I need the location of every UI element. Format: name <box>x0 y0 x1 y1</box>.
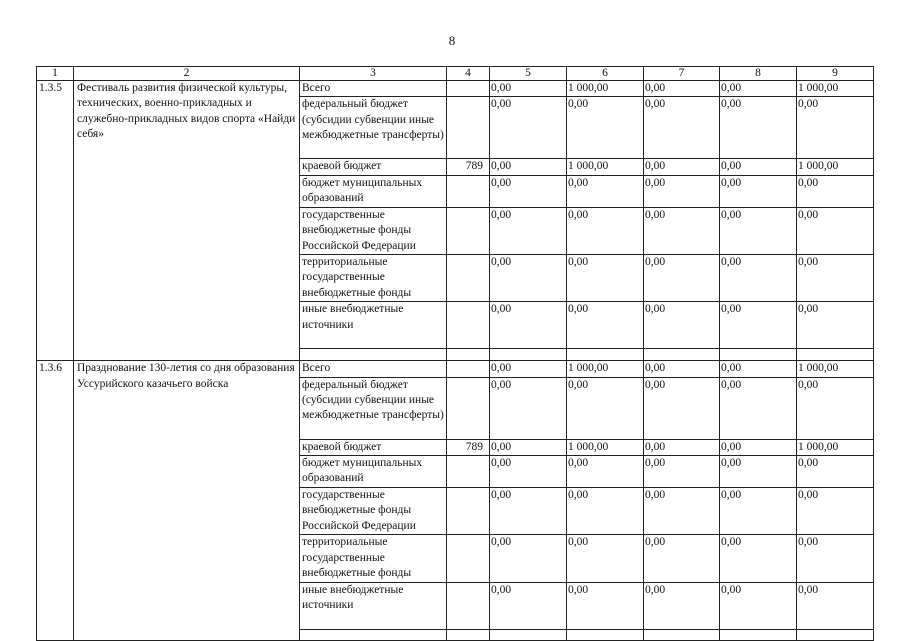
value-cell-7: 0,00 <box>644 207 720 254</box>
funding-source-cell: государственные внебюджетные фонды Российской Федерации <box>300 488 447 535</box>
value-cell-9: 0,00 <box>797 97 874 159</box>
value-cell-6: 1 000,00 <box>567 81 644 97</box>
value-cell-5: 0,00 <box>490 361 567 377</box>
value-cell-9: 0,00 <box>797 377 874 439</box>
funding-source-cell: федеральный бюджет (субсидии субвенции иные межбюджетные трансферты) <box>300 97 447 159</box>
value-cell-7: 0,00 <box>644 81 720 97</box>
value-cell-5: 0,00 <box>490 377 567 439</box>
value-cell-5: 0,00 <box>490 535 567 582</box>
value-cell-8: 0,00 <box>720 81 797 97</box>
budget-table-container <box>36 66 874 641</box>
column-number: 2 <box>74 67 300 81</box>
code-cell: 789 <box>447 439 490 455</box>
value-cell-9: 0,00 <box>797 456 874 488</box>
value-cell-9: 0,00 <box>797 175 874 207</box>
funding-source-cell: Всего <box>300 361 447 377</box>
table-row <box>37 81 874 97</box>
funding-source-cell: Всего <box>300 81 447 97</box>
code-cell <box>447 175 490 207</box>
column-number: 5 <box>490 67 567 81</box>
value-cell-5: 0,00 <box>490 97 567 159</box>
table-row <box>37 361 874 377</box>
value-cell-5: 0,00 <box>490 302 567 349</box>
code-cell <box>447 207 490 254</box>
column-number: 6 <box>567 67 644 81</box>
value-cell-9: 0,00 <box>797 582 874 629</box>
spacer-cell <box>644 349 720 361</box>
value-cell-8: 0,00 <box>720 535 797 582</box>
code-cell <box>447 255 490 302</box>
value-cell-9: 0,00 <box>797 255 874 302</box>
spacer-cell <box>797 349 874 361</box>
value-cell-6: 1 000,00 <box>567 159 644 175</box>
value-cell-7: 0,00 <box>644 302 720 349</box>
code-cell <box>447 97 490 159</box>
value-cell-7: 0,00 <box>644 582 720 629</box>
value-cell-7: 0,00 <box>644 159 720 175</box>
code-cell <box>447 377 490 439</box>
value-cell-5: 0,00 <box>490 255 567 302</box>
value-cell-9: 1 000,00 <box>797 81 874 97</box>
value-cell-9: 1 000,00 <box>797 159 874 175</box>
funding-source-cell: краевой бюджет <box>300 439 447 455</box>
value-cell-6: 0,00 <box>567 535 644 582</box>
value-cell-6: 0,00 <box>567 175 644 207</box>
value-cell-6: 0,00 <box>567 377 644 439</box>
spacer-cell <box>300 349 447 361</box>
page-number: 8 <box>448 33 456 48</box>
value-cell-8: 0,00 <box>720 175 797 207</box>
value-cell-7: 0,00 <box>644 377 720 439</box>
funding-source-cell: краевой бюджет <box>300 159 447 175</box>
item-title: Празднование 130-летия со дня образования Уссурийского казачьего войска <box>74 361 300 640</box>
value-cell-5: 0,00 <box>490 439 567 455</box>
code-cell: 789 <box>447 159 490 175</box>
value-cell-6: 0,00 <box>567 255 644 302</box>
value-cell-6: 0,00 <box>567 97 644 159</box>
value-cell-9: 0,00 <box>797 535 874 582</box>
value-cell-5: 0,00 <box>490 488 567 535</box>
value-cell-8: 0,00 <box>720 302 797 349</box>
budget-table <box>36 66 874 641</box>
value-cell-6: 0,00 <box>567 207 644 254</box>
value-cell-7: 0,00 <box>644 361 720 377</box>
column-number-row <box>37 67 874 81</box>
value-cell-8: 0,00 <box>720 439 797 455</box>
value-cell-6: 0,00 <box>567 582 644 629</box>
value-cell-5: 0,00 <box>490 159 567 175</box>
code-cell <box>447 535 490 582</box>
code-cell <box>447 361 490 377</box>
value-cell-7: 0,00 <box>644 456 720 488</box>
value-cell-9: 1 000,00 <box>797 361 874 377</box>
value-cell-7: 0,00 <box>644 97 720 159</box>
value-cell-8: 0,00 <box>720 488 797 535</box>
value-cell-9: 1 000,00 <box>797 439 874 455</box>
value-cell-5: 0,00 <box>490 456 567 488</box>
value-cell-8: 0,00 <box>720 97 797 159</box>
code-cell <box>447 488 490 535</box>
value-cell-5: 0,00 <box>490 175 567 207</box>
value-cell-5: 0,00 <box>490 582 567 629</box>
funding-source-cell: иные внебюджетные источники <box>300 302 447 349</box>
funding-source-cell: иные внебюджетные источники <box>300 582 447 629</box>
table-body <box>37 81 874 641</box>
value-cell-8: 0,00 <box>720 207 797 254</box>
value-cell-7: 0,00 <box>644 175 720 207</box>
column-number: 1 <box>37 67 74 81</box>
value-cell-7: 0,00 <box>644 488 720 535</box>
value-cell-6: 0,00 <box>567 488 644 535</box>
funding-source-cell: территориальные государственные внебюджетные фонды <box>300 255 447 302</box>
funding-source-cell: территориальные государственные внебюджетные фонды <box>300 535 447 582</box>
value-cell-7: 0,00 <box>644 535 720 582</box>
value-cell-8: 0,00 <box>720 456 797 488</box>
code-cell <box>447 456 490 488</box>
item-code: 1.3.6 <box>37 361 74 640</box>
spacer-cell <box>447 349 490 361</box>
value-cell-8: 0,00 <box>720 159 797 175</box>
value-cell-9: 0,00 <box>797 488 874 535</box>
code-cell <box>447 302 490 349</box>
item-code: 1.3.5 <box>37 81 74 361</box>
code-cell <box>447 81 490 97</box>
value-cell-9: 0,00 <box>797 302 874 349</box>
value-cell-8: 0,00 <box>720 361 797 377</box>
spacer-cell <box>720 349 797 361</box>
code-cell <box>447 582 490 629</box>
funding-source-cell: бюджет муниципальных образований <box>300 175 447 207</box>
column-number: 7 <box>644 67 720 81</box>
value-cell-5: 0,00 <box>490 207 567 254</box>
value-cell-6: 1 000,00 <box>567 439 644 455</box>
column-number: 3 <box>300 67 447 81</box>
value-cell-8: 0,00 <box>720 377 797 439</box>
funding-source-cell: государственные внебюджетные фонды Российской Федерации <box>300 207 447 254</box>
value-cell-9: 0,00 <box>797 207 874 254</box>
spacer-cell <box>567 349 644 361</box>
item-title: Фестиваль развития физической культуры, технических, военно-прикладных и служебно-прикладных видов спорта «Найди себя» <box>74 81 300 361</box>
value-cell-5: 0,00 <box>490 81 567 97</box>
value-cell-6: 0,00 <box>567 302 644 349</box>
column-number: 4 <box>447 67 490 81</box>
column-number: 8 <box>720 67 797 81</box>
funding-source-cell: федеральный бюджет (субсидии субвенции иные межбюджетные трансферты) <box>300 377 447 439</box>
column-number: 9 <box>797 67 874 81</box>
value-cell-8: 0,00 <box>720 582 797 629</box>
value-cell-7: 0,00 <box>644 255 720 302</box>
value-cell-7: 0,00 <box>644 439 720 455</box>
funding-source-cell: бюджет муниципальных образований <box>300 456 447 488</box>
value-cell-8: 0,00 <box>720 255 797 302</box>
value-cell-6: 0,00 <box>567 456 644 488</box>
spacer-cell <box>490 349 567 361</box>
value-cell-6: 1 000,00 <box>567 361 644 377</box>
